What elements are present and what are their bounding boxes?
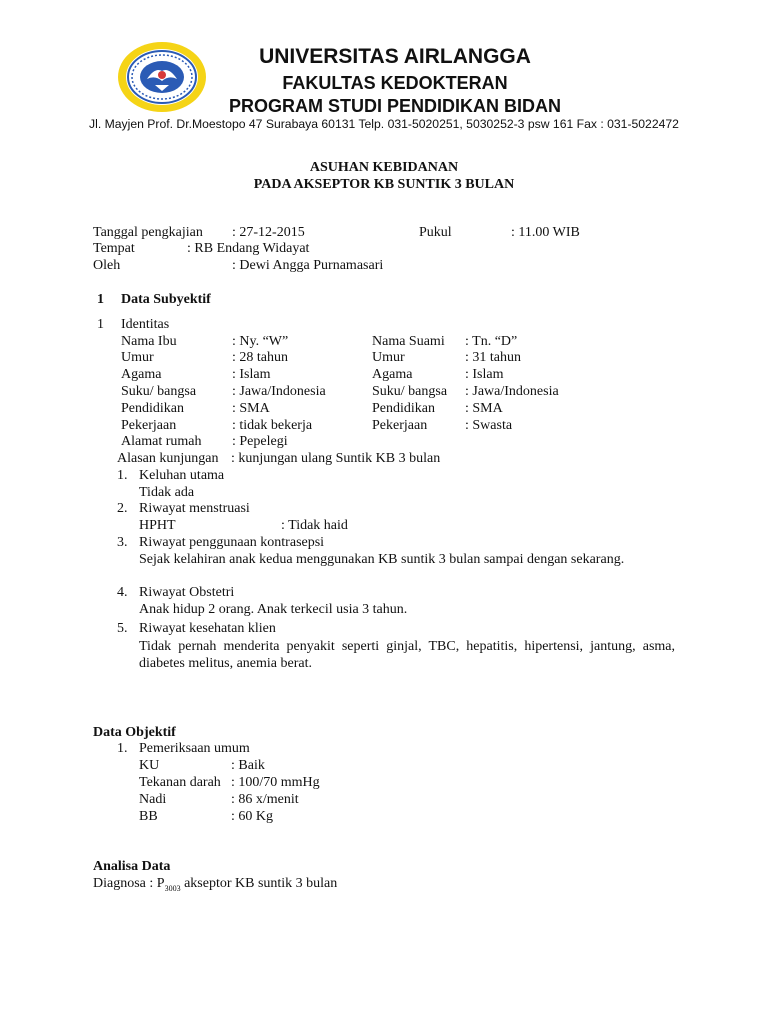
identity-label: Agama — [121, 367, 162, 382]
tanggal-value: : 27-12-2015 — [232, 225, 305, 240]
item-title: Riwayat kesehatan klien — [139, 621, 276, 636]
exam-label: BB — [139, 809, 158, 824]
item-title: Keluhan utama — [139, 468, 225, 483]
identity-value: : Tn. “D” — [465, 334, 518, 349]
item-number: 1. — [117, 741, 128, 756]
identity-label: Nama Suami — [372, 334, 445, 349]
identity-value: : SMA — [232, 401, 270, 416]
section-heading-objektif: Data Objektif — [93, 725, 176, 740]
identity-value: : Jawa/Indonesia — [232, 384, 326, 399]
exam-label: KU — [139, 758, 160, 773]
identity-label: Alamat rumah — [121, 434, 202, 449]
identity-label: Pekerjaan — [121, 418, 177, 433]
item-number: 2. — [117, 501, 128, 516]
identity-value: : Jawa/Indonesia — [465, 384, 559, 399]
diagnosa-prefix: Diagnosa : P — [93, 876, 165, 891]
exam-value: : 60 Kg — [231, 809, 273, 824]
item-title: Pemeriksaan umum — [139, 741, 250, 756]
exam-label: Nadi — [139, 792, 167, 807]
faculty-name: FAKULTAS KEDOKTERAN — [282, 73, 508, 93]
document-subtitle: PADA AKSEPTOR KB SUNTIK 3 BULAN — [253, 177, 515, 192]
exam-value: : 100/70 mmHg — [231, 775, 320, 790]
diagnosa-subscript: 3003 — [164, 883, 181, 893]
item-body: Tidak ada — [139, 485, 195, 500]
tempat-label: Tempat — [93, 241, 135, 256]
tempat-value: : RB Endang Widayat — [187, 241, 310, 256]
identity-label: Pekerjaan — [372, 418, 428, 433]
item-number: 1. — [117, 468, 128, 483]
exam-label: Tekanan darah — [139, 775, 221, 790]
identity-value: : 31 tahun — [465, 350, 521, 365]
section-heading-subyektif: Data Subyektif — [121, 292, 211, 307]
identitas-number: 1 — [97, 317, 104, 332]
item-body: Sejak kelahiran anak kedua menggunakan KB suntik 3 bulan sampai dengan sekarang. — [139, 552, 625, 567]
pukul-label: Pukul — [419, 225, 452, 240]
university-name: UNIVERSITAS AIRLANGGA — [259, 45, 531, 68]
address-line: Jl. Mayjen Prof. Dr.Moestopo 47 Surabaya 60131 Telp. 031-5020251, 5030252-3 psw 161 Fax : 031-5022472 — [89, 117, 679, 131]
identity-label: Umur — [372, 350, 405, 365]
item-title: Riwayat penggunaan kontrasepsi — [139, 535, 325, 550]
identity-value: : Islam — [232, 367, 271, 382]
item-title: Riwayat Obstetri — [139, 585, 235, 600]
oleh-label: Oleh — [93, 258, 121, 273]
identity-label: Suku/ bangsa — [372, 384, 448, 399]
hpht-value: : Tidak haid — [281, 518, 348, 533]
item-number: 4. — [117, 585, 128, 600]
identity-value: : Ny. “W” — [232, 334, 289, 349]
identity-label: Umur — [121, 350, 154, 365]
item-number: 3. — [117, 535, 128, 550]
diagnosa-suffix: akseptor KB suntik 3 bulan — [180, 876, 338, 891]
identity-label: Nama Ibu — [121, 334, 177, 349]
item-body: Tidak pernah menderita penyakit seperti ginjal, TBC, hepatitis, hipertensi, jantung, asma, diabetes melitus, anemia berat. — [139, 639, 675, 671]
section-number: 1 — [97, 292, 104, 307]
identity-value: : Swasta — [465, 418, 513, 433]
identitas-label: Identitas — [121, 317, 170, 332]
item-title: Riwayat menstruasi — [139, 501, 250, 516]
diagnosa-line — [93, 876, 337, 893]
identity-value: : 28 tahun — [232, 350, 288, 365]
exam-value: : 86 x/menit — [231, 792, 299, 807]
identity-label: Agama — [372, 367, 413, 382]
item-body: Anak hidup 2 orang. Anak terkecil usia 3 tahun. — [139, 602, 408, 617]
identity-value: : Pepelegi — [232, 434, 288, 449]
program-name: PROGRAM STUDI PENDIDIKAN BIDAN — [228, 96, 561, 116]
identity-value: : SMA — [465, 401, 503, 416]
alasan-label: Alasan kunjungan — [117, 451, 219, 466]
item-number: 5. — [117, 621, 128, 636]
identity-label: Suku/ bangsa — [121, 384, 197, 399]
identity-value: : tidak bekerja — [232, 418, 313, 433]
tanggal-label: Tanggal pengkajian — [93, 225, 203, 240]
oleh-value: : Dewi Angga Purnamasari — [232, 258, 384, 273]
document-title: ASUHAN KEBIDANAN — [309, 160, 459, 175]
identity-value: : Islam — [465, 367, 504, 382]
pukul-value: : 11.00 WIB — [511, 225, 580, 240]
alasan-value: : kunjungan ulang Suntik KB 3 bulan — [231, 451, 441, 466]
hpht-label: HPHT — [139, 518, 176, 533]
identity-label: Pendidikan — [372, 401, 435, 416]
section-heading-analisa: Analisa Data — [93, 859, 171, 874]
identity-label: Pendidikan — [121, 401, 184, 416]
exam-value: : Baik — [231, 758, 265, 773]
